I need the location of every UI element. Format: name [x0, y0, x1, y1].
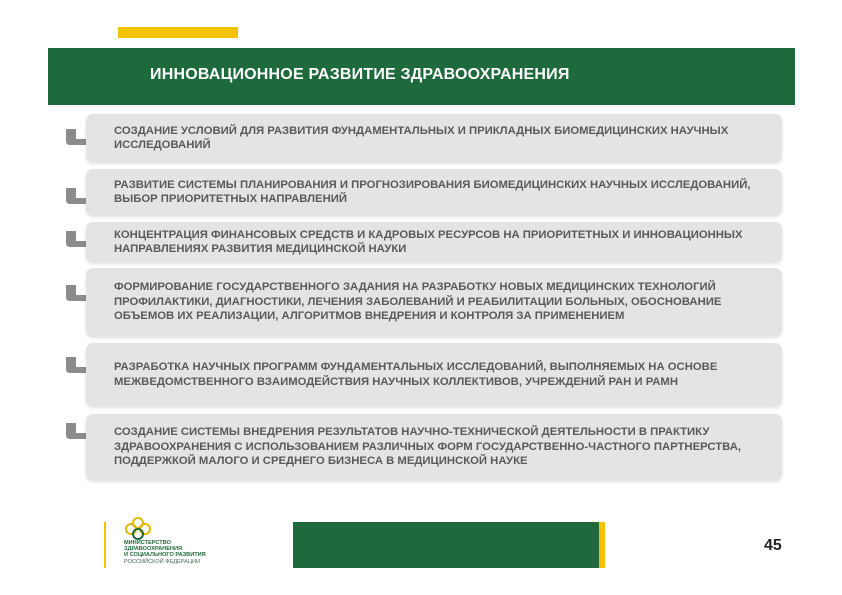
- list-item-text: СОЗДАНИЕ УСЛОВИЙ ДЛЯ РАЗВИТИЯ ФУНДАМЕНТАЛЬНЫХ И ПРИКЛАДНЫХ БИОМЕДИЦИНСКИХ НАУЧНЫХ ИССЛЕДОВАНИЙ: [114, 124, 729, 151]
- list-item: [86, 268, 782, 336]
- header-band: [48, 48, 795, 105]
- logo-line-4: РОССИЙСКОЙ ФЕДЕРАЦИИ: [124, 558, 201, 565]
- list-item-text: РАЗРАБОТКА НАУЧНЫХ ПРОГРАММ ФУНДАМЕНТАЛЬНЫХ ИССЛЕДОВАНИЙ, ВЫПОЛНЯЕМЫХ НА ОСНОВЕ МЕЖВЕДОМСТВЕННОГО ВЗАИМОДЕЙСТВИЯ НАУЧНЫХ КОЛЛЕКТИВОВ, УЧРЕЖДЕНИЙ РАН И РАМН: [114, 361, 718, 388]
- ministry-logo-text: [124, 540, 206, 565]
- logo-line-1: МИНИСТЕРСТВО: [124, 540, 171, 546]
- list-item: [86, 222, 782, 262]
- list-item: [86, 414, 782, 480]
- list-item: [86, 169, 782, 215]
- logo-line-3: И СОЦИАЛЬНОГО РАЗВИТИЯ: [124, 552, 206, 559]
- list-item-text: РАЗВИТИЕ СИСТЕМЫ ПЛАНИРОВАНИЯ И ПРОГНОЗИРОВАНИЯ БИОМЕДИЦИНСКИХ НАУЧНЫХ ИССЛЕДОВАНИЙ, ВЫБОР ПРИОРИТЕТНЫХ НАПРАВЛЕНИЙ: [114, 178, 751, 205]
- list-item-text: ФОРМИРОВАНИЕ ГОСУДАРСТВЕННОГО ЗАДАНИЯ НА РАЗРАБОТКУ НОВЫХ МЕДИЦИНСКИХ ТЕХНОЛОГИЙ ПРОФИЛАКТИКИ, ДИАГНОСТИКИ, ЛЕЧЕНИЯ ЗАБОЛЕВАНИЙ И РЕАБИЛИТАЦИИ БОЛЬНЫХ, ОБОСНОВАНИЕ ОБЪЕМОВ ИХ РЕАЛИЗАЦИИ, АЛГОРИТМОВ ВНЕДРЕНИЯ И КОНТРОЛЯ ЗА ПРИМЕНЕНИЕМ: [114, 281, 722, 323]
- list-item: [86, 343, 782, 406]
- list-item: [86, 114, 782, 162]
- footer-accent-bar: [599, 522, 605, 568]
- ministry-emblem-icon: [118, 516, 158, 542]
- page-title: ИННОВАЦИОННОЕ РАЗВИТИЕ ЗДРАВООХРАНЕНИЯ: [150, 66, 570, 83]
- footer-green-bar: [293, 522, 599, 568]
- list-item-text: КОНЦЕНТРАЦИЯ ФИНАНСОВЫХ СРЕДСТВ И КАДРОВЫХ РЕСУРСОВ НА ПРИОРИТЕТНЫХ И ИННОВАЦИОННЫХ НАПРАВЛЕНИЯХ РАЗВИТИЯ МЕДИЦИНСКОЙ НАУКИ: [114, 228, 743, 255]
- list-item-text: СОЗДАНИЕ СИСТЕМЫ ВНЕДРЕНИЯ РЕЗУЛЬТАТОВ НАУЧНО-ТЕХНИЧЕСКОЙ ДЕЯТЕЛЬНОСТИ В ПРАКТИКУ ЗДРАВООХРАНЕНИЯ С ИСПОЛЬЗОВАНИЕМ РАЗЛИЧНЫХ ФОРМ ГОСУДАРСТВЕННО-ЧАСТНОГО ПАРТНЕРСТВА, ПОДДЕРЖКОЙ МАЛОГО И СРЕДНЕГО БИЗНЕСА В МЕДИЦИНСКОЙ НАУКЕ: [114, 426, 742, 468]
- logo-line-2: ЗДРАВООХРАНЕНИЯ: [124, 546, 183, 553]
- logo-divider: [104, 522, 106, 568]
- top-accent-bar: [118, 27, 238, 38]
- page-number: 45: [764, 537, 782, 554]
